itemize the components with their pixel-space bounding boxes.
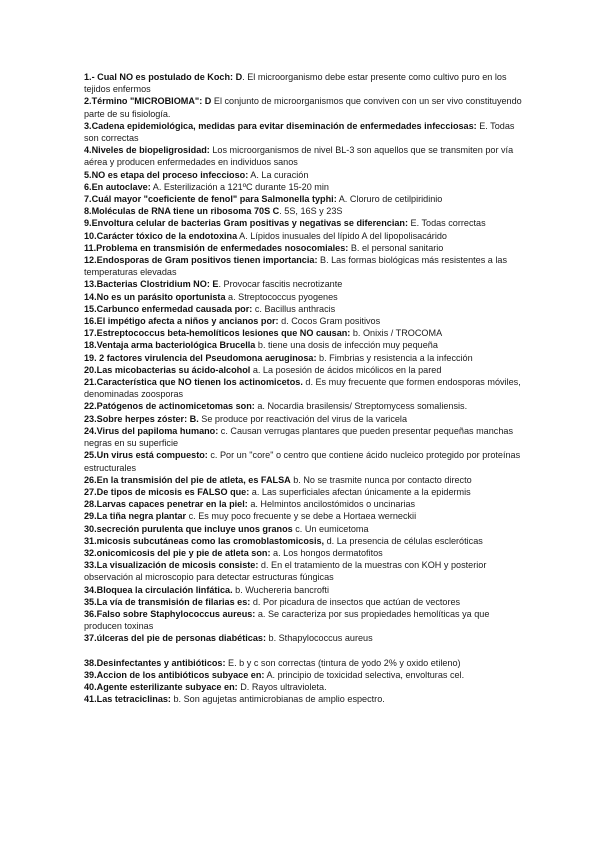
question-item (84, 181, 524, 193)
question-item (84, 657, 524, 669)
question-number: 24. (84, 425, 97, 436)
question-number: 10. (84, 230, 97, 241)
section-gap (84, 645, 524, 657)
question-number: 26. (84, 474, 97, 485)
question-prompt: Patógenos de actinomicetomas son: (96, 401, 255, 412)
question-item (84, 474, 524, 486)
answer-text: a. Nocardia brasilensis/ Streptomycess somaliensis. (254, 401, 468, 412)
question-text (84, 206, 279, 216)
question-text (84, 475, 291, 485)
answer-text: . Provocar fascitis necrotizante (218, 279, 343, 290)
answer-text: A. Lípidos inusuales del lípido A del lipopolisacárido (237, 230, 447, 241)
question-text (84, 365, 250, 375)
question-number: 27. (84, 486, 97, 497)
question-prompt: La visualización de micosis consiste: (96, 560, 259, 571)
question-number: 31. (84, 535, 97, 546)
answer-text: d. Es muy frecuente que formen endosporas móviles, denominadas zoosporas (84, 377, 521, 400)
question-text (84, 292, 226, 302)
question-text (84, 121, 477, 131)
question-number: 30. (84, 523, 97, 534)
answer-text: d. Por picadura de insectos que actúan de vectores (250, 596, 461, 607)
question-number: 28. (84, 499, 97, 510)
question-text (84, 340, 255, 350)
question-prompt: Desinfectantes y antibióticos: (96, 657, 226, 668)
question-text (84, 511, 186, 521)
question-text (84, 548, 271, 558)
question-item (84, 632, 524, 644)
question-text (84, 194, 337, 204)
question-item (84, 193, 524, 205)
answer-text: a. Las superficiales afectan únicamente a la epidermis (249, 486, 471, 497)
question-prompt: - Cual NO es postulado de Koch: D (91, 72, 243, 82)
question-text (84, 694, 171, 704)
question-number: 11. (84, 242, 97, 253)
question-prompt: Estreptococcus beta-hemolíticos lesiones que NO causan: (96, 328, 351, 339)
question-prompt: Término "MICROBIOMA": D (91, 96, 212, 107)
question-number: 7. (84, 194, 92, 205)
question-number: 33. (84, 560, 97, 571)
question-prompt: La tiña negra plantar (96, 511, 187, 522)
question-text (84, 585, 233, 595)
question-item (84, 425, 524, 449)
question-item (84, 669, 524, 681)
question-text (84, 170, 248, 180)
question-prompt: La vía de transmisión de filarias es: (96, 596, 251, 607)
question-number: 37. (84, 633, 97, 644)
question-number: 40. (84, 681, 97, 692)
answer-text: a. La posesión de ácidos micólicos en la pared (250, 364, 442, 375)
question-prompt: El impétigo afecta a niños y ancianos por: (96, 316, 279, 327)
document-page (84, 71, 524, 705)
question-number: 19. (84, 352, 97, 363)
question-prompt: NO es etapa del proceso infeccioso: (91, 169, 249, 180)
question-prompt: Moléculas de RNA tiene un ribosoma 70S C (91, 206, 280, 217)
question-prompt: Bloquea la circulación linfática. (96, 584, 233, 595)
question-text (84, 316, 279, 326)
question-text (84, 328, 350, 338)
question-prompt: onicomicosis del pie y pie de atleta son: (96, 547, 271, 558)
question-item (84, 352, 524, 364)
question-prompt: Las micobacterias su ácido-alcohol (96, 364, 251, 375)
question-prompt: micosis subcutáneas como las cromoblastomicosis, (96, 535, 325, 546)
answer-text: c. Bacillus anthracis (252, 303, 336, 314)
question-item (84, 559, 524, 583)
question-text (84, 536, 324, 546)
question-prompt: Niveles de biopeligrosidad: (91, 145, 210, 156)
question-prompt: Agente esterilizante subyace en: (96, 681, 238, 692)
question-text (84, 353, 317, 363)
question-number: 34. (84, 584, 97, 595)
question-text (84, 670, 264, 680)
answer-text: a. Se caracteriza por sus propiedades hemolíticas ya que producen toxinas (84, 608, 490, 632)
question-prompt: Un virus está compuesto: (96, 450, 208, 461)
question-number: 2. (84, 96, 92, 107)
answer-text: Los microorganismos de nivel BL-3 son aquellos que se transmiten por vía aérea y producen enfermedades en individuos sanos (84, 145, 514, 168)
question-number: 5. (84, 169, 92, 180)
question-item (84, 254, 524, 278)
question-prompt: Accion de los antibióticos subyace en: (96, 669, 265, 680)
answer-text: b. Onixis / TROCOMA (350, 328, 443, 339)
question-number: 41. (84, 694, 97, 705)
question-text (84, 487, 249, 497)
question-number: 1. (84, 72, 92, 82)
question-text (84, 658, 226, 668)
question-item (84, 413, 524, 425)
question-prompt: Las tetraciclinas: (96, 694, 171, 705)
question-text (84, 524, 293, 534)
question-number: 17. (84, 328, 97, 339)
answer-text: d. Cocos Gram positivos (278, 316, 381, 327)
question-text (84, 401, 255, 411)
question-item (84, 327, 524, 339)
question-item (84, 120, 524, 144)
question-prompt: Cuál mayor "coeficiente de fenol" para Salmonella typhi: (91, 194, 337, 205)
question-prompt: Larvas capaces penetrar en la piel: (96, 499, 248, 510)
question-text (84, 182, 151, 192)
answer-text: El conjunto de microorganismos que conviven con un ser vivo constituyendo parte de su fisiología. (84, 96, 522, 119)
question-text (84, 255, 317, 265)
question-text (84, 231, 237, 241)
question-item (84, 144, 524, 168)
question-text (84, 218, 408, 228)
answer-text: c. Causan verrugas plantares que pueden presentar pequeñas manchas negras en su superficie (84, 425, 513, 449)
answer-text: a. Los hongos dermatofitos (270, 547, 383, 558)
question-prompt: Endosporas de Gram positivos tienen importancia: (96, 255, 318, 266)
answer-text: d. La presencia de células escleróticas (324, 535, 483, 546)
answer-text: . El microorganismo debe estar presente como cultivo puro en los tejidos enfermos (84, 72, 507, 95)
question-prompt: Envoltura celular de bacterias Gram positivas y negativas se diferencian: (91, 218, 408, 229)
question-number: 20. (84, 364, 97, 375)
question-item (84, 376, 524, 400)
question-prompt: 2 factores virulencia del Pseudomona aeruginosa: (96, 352, 317, 363)
question-prompt: En autoclave: (91, 181, 151, 192)
question-prompt: Falso sobre Staphylococcus aureus: (96, 608, 256, 619)
question-item (84, 315, 524, 327)
question-prompt: Virus del papiloma humano: (96, 425, 219, 436)
question-item (84, 510, 524, 522)
question-item (84, 681, 524, 693)
question-text (84, 499, 248, 509)
question-item (84, 498, 524, 510)
answer-text: A. principio de toxicidad selectiva, envolturas cel. (264, 669, 465, 680)
question-prompt: Cadena epidemiológica, medidas para evitar diseminación de enfermedades infecciosas: (91, 120, 477, 131)
answer-text: b. Sthapylococcus aureus (265, 633, 373, 644)
question-item (84, 449, 524, 473)
question-text (84, 304, 252, 314)
answer-text: a. Helmintos ancilostómidos o uncinarias (247, 499, 416, 510)
question-prompt: No es un parásito oportunista (96, 291, 226, 302)
answer-text: c. Un eumicetoma (292, 523, 369, 534)
question-prompt: Ventaja arma bacteriológica Brucella (96, 340, 256, 351)
question-number: 9. (84, 218, 92, 229)
question-number: 39. (84, 669, 97, 680)
question-text (84, 414, 199, 424)
question-number: 6. (84, 181, 92, 192)
question-number: 14. (84, 291, 97, 302)
answer-text: b. No se trasmite nunca por contacto directo (290, 474, 472, 485)
question-number: 12. (84, 255, 97, 266)
question-prompt: Característica que NO tienen los actinomicetos. (96, 377, 303, 388)
question-text (84, 426, 218, 436)
question-text (84, 597, 250, 607)
answer-text: B. el personal sanitario (348, 242, 444, 253)
question-number: 22. (84, 401, 97, 412)
answer-text: A. Cloruro de cetilpiridinio (336, 194, 443, 205)
question-text (84, 96, 211, 106)
question-number: 25. (84, 450, 97, 461)
question-prompt: Carbunco enfermedad causada por: (96, 303, 253, 314)
question-number: 21. (84, 377, 97, 388)
question-item (84, 242, 524, 254)
question-item (84, 584, 524, 596)
question-number: 23. (84, 413, 97, 424)
question-prompt: En la transmisión del pie de atleta, es FALSA (96, 474, 291, 485)
question-item (84, 95, 524, 119)
question-text (84, 279, 218, 289)
question-item (84, 291, 524, 303)
question-prompt: Problema en transmisión de enfermedades nosocomiales: (96, 242, 349, 253)
answer-text: A. Esterilización a 121ºC durante 15-20 min (150, 181, 329, 192)
answer-text: c. Por un "core" o centro que contiene ácido nucleico protegido por proteínas estructurales (84, 450, 521, 473)
question-item (84, 303, 524, 315)
question-number: 16. (84, 316, 97, 327)
answer-text: B. Las formas biológicas más resistentes a las temperaturas elevadas (84, 255, 508, 278)
answer-text: b. Wuchereria bancrofti (232, 584, 329, 595)
question-number: 35. (84, 596, 97, 607)
question-number: 3. (84, 120, 92, 131)
answer-text: D. Rayos ultravioleta. (237, 681, 327, 692)
question-text (84, 450, 208, 460)
answer-text: E. Todas correctas (407, 218, 486, 229)
question-item (84, 523, 524, 535)
question-item (84, 693, 524, 705)
answer-text: A. La curación (248, 169, 309, 180)
question-prompt: Carácter tóxico de la endotoxina (96, 230, 238, 241)
question-item (84, 364, 524, 376)
question-number: 29. (84, 511, 97, 522)
answer-text: b. tiene una dosis de infección muy pequeña (255, 340, 438, 351)
question-number: 13. (84, 279, 97, 290)
question-item (84, 230, 524, 242)
question-number: 32. (84, 547, 97, 558)
question-item (84, 596, 524, 608)
question-text (84, 377, 303, 387)
question-item (84, 339, 524, 351)
answer-text: Se produce por reactivación del virus de la varicela (198, 413, 408, 424)
answer-text: E. Todas son correctas (84, 120, 515, 144)
question-text (84, 633, 266, 643)
question-item (84, 205, 524, 217)
question-prompt: Sobre herpes zóster: B. (96, 413, 199, 424)
question-number: 15. (84, 303, 97, 314)
question-item (84, 71, 524, 95)
answer-text: b. Fimbrias y resistencia a la infección (316, 352, 473, 363)
question-number: 38. (84, 657, 97, 668)
question-item (84, 547, 524, 559)
question-text (84, 145, 210, 155)
question-number: 8. (84, 206, 92, 217)
question-prompt: secreción purulenta que incluye unos granos (96, 523, 293, 534)
answer-text: . 5S, 16S y 23S (279, 206, 343, 217)
question-item (84, 217, 524, 229)
question-text (84, 72, 242, 82)
question-item (84, 486, 524, 498)
answer-text: a. Streptococcus pyogenes (225, 291, 338, 302)
question-number: 36. (84, 608, 97, 619)
question-number: 18. (84, 340, 97, 351)
question-item (84, 278, 524, 290)
question-prompt: úlceras del pie de personas diabéticas: (96, 633, 266, 644)
answer-text: b. Son agujetas antimicrobianas de amplio espectro. (170, 694, 385, 705)
answer-text: E. b y c son correctas (tintura de yodo 2% y oxido etileno) (225, 657, 461, 668)
question-text (84, 609, 255, 619)
question-item (84, 169, 524, 181)
question-item (84, 400, 524, 412)
question-prompt: Bacterias Clostridium NO: E (96, 279, 219, 290)
question-text (84, 560, 258, 570)
answer-text: c. Es muy poco frecuente y se debe a Hortaea werneckii (186, 511, 417, 522)
answer-text: d. En el tratamiento de la muestras con KOH y posterior observación al microscopio para detectar estructuras fúngicas (84, 560, 487, 583)
question-item (84, 608, 524, 632)
question-text (84, 682, 238, 692)
question-number: 4. (84, 145, 92, 156)
question-prompt: De tipos de micosis es FALSO que: (96, 486, 250, 497)
question-text (84, 243, 348, 253)
question-item (84, 535, 524, 547)
